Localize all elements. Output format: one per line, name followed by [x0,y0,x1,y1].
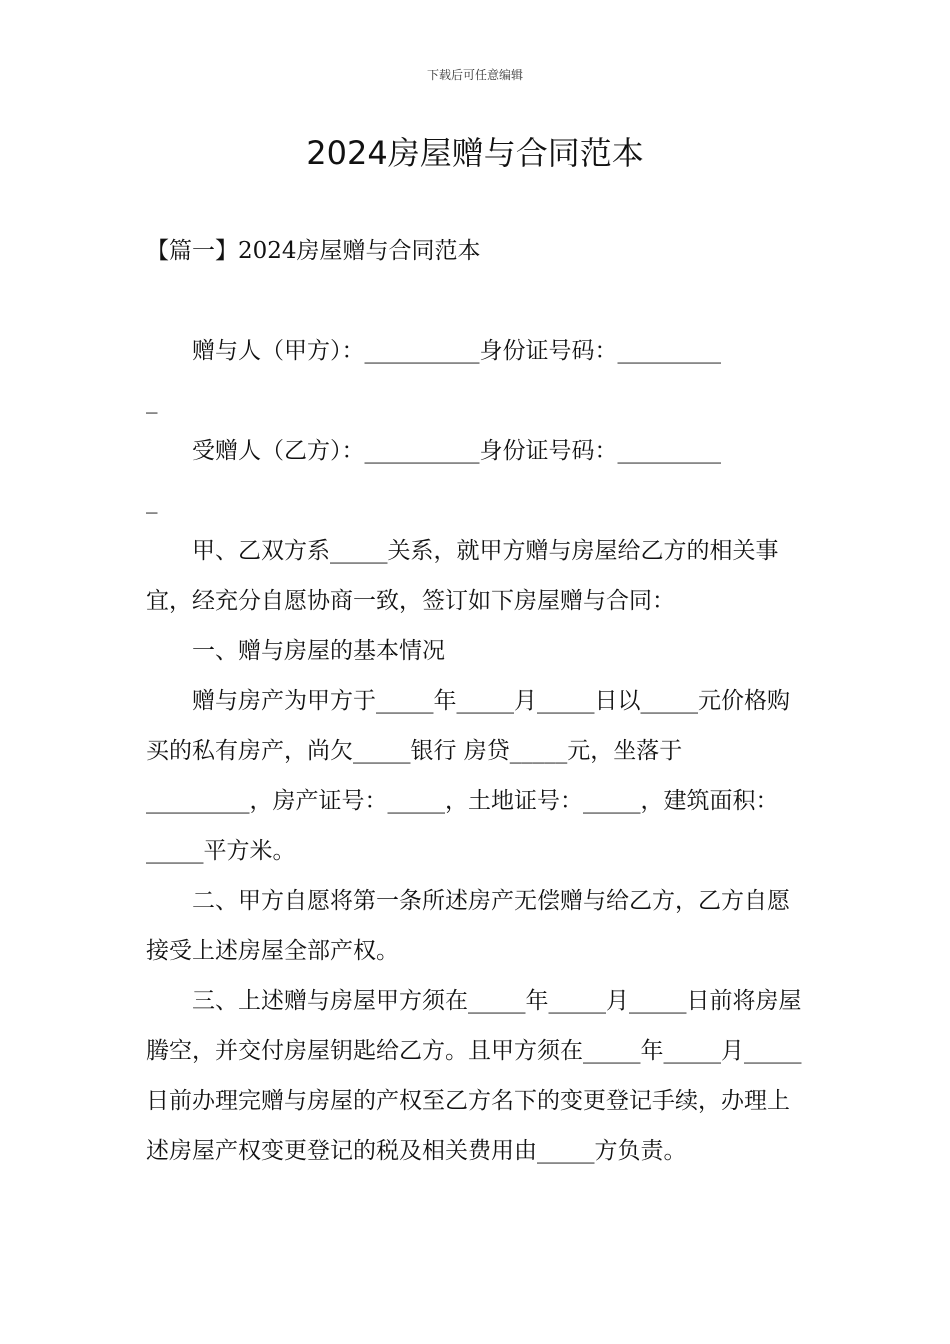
section-title: 【篇一】2024房屋赠与合同范本 [146,238,481,264]
clause-1-body: 赠与房产为甲方于_____年_____月_____日以_____元价格购买的私有房产，尚欠_____银行 房贷_____元，坐落于_________，房产证号：_____，土地证号：_____，建筑面积：_____平方米。 [146,688,790,864]
donor-line-tail: _ [146,388,158,414]
contract-body [146,326,808,1176]
page-header-note: 下载后可任意编辑 [426,68,523,82]
preamble-paragraph: 甲、乙双方系_____关系，就甲方赠与房屋给乙方的相关事宜，经充分自愿协商一致，签订如下房屋赠与合同： [146,538,779,614]
document-title: 2024房屋赠与合同范本 [306,134,644,172]
clause-1-heading: 一、赠与房屋的基本情况 [192,638,445,664]
clause-2: 二、甲方自愿将第一条所述房产无偿赠与给乙方，乙方自愿接受上述房屋全部产权。 [146,888,790,964]
clause-3: 三、上述赠与房屋甲方须在_____年_____月_____日前将房屋腾空，并交付房屋钥匙给乙方。且甲方须在_____年_____月_____日前办理完赠与房屋的产权至乙方名下的变更登记手续，办理上述房屋产权变更登记的税及相关费用由_____方负责。 [146,988,802,1164]
donee-line-tail: _ [146,488,158,514]
donee-line: 受赠人（乙方）：__________身份证号码：_________ [192,438,721,464]
donor-line: 赠与人（甲方）：__________身份证号码：_________ [192,338,721,364]
